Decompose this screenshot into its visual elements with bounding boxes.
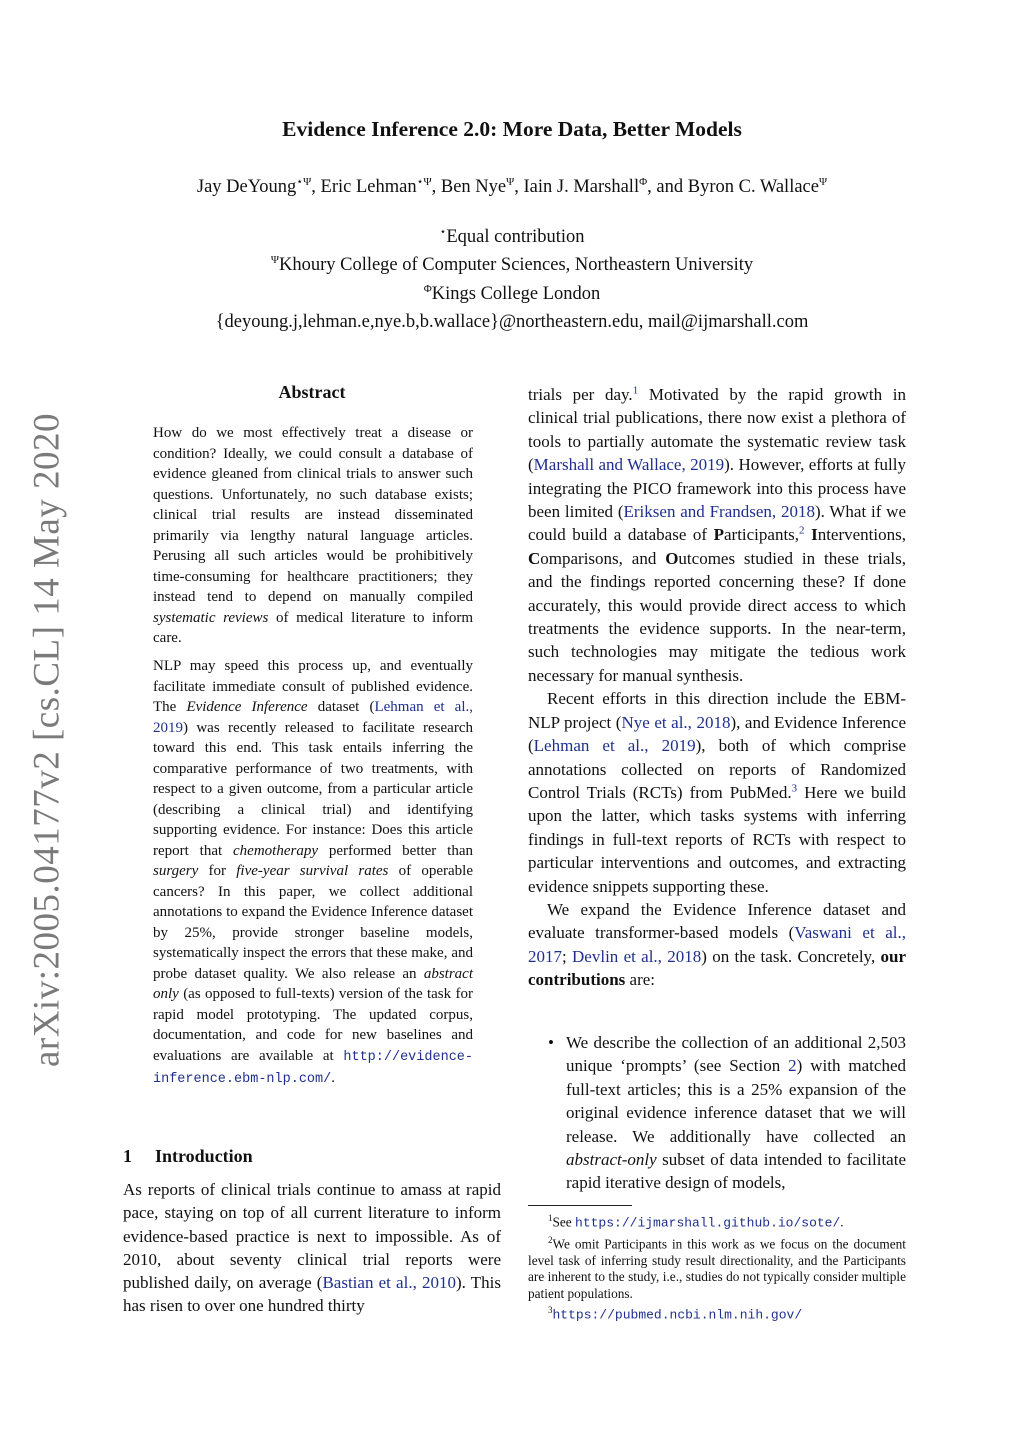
emphasis: abstract-only [566, 1150, 657, 1170]
affil-mark: Ψ [270, 254, 279, 266]
abstract-text: performed better than [317, 842, 473, 859]
affiliation-northeastern [0, 254, 1024, 276]
and-word: and [656, 177, 684, 198]
abstract-text: of medical literature to inform care. [153, 609, 473, 646]
author-name: Ben Nye [440, 177, 507, 198]
body-text: articipants, [723, 525, 800, 545]
citation-link[interactable]: Lehman et al., 2019 [153, 699, 473, 736]
section-number: 1 [123, 1146, 132, 1166]
emphasis: surgery [153, 863, 199, 879]
body-text: utcomes studied in these trials, and the findings reported concerning these? If done accurately, this would provide direct access to which treatments the evidence supports. In the near-term, such technologies may mitigate the tedious work necessary for manual synthesis. [528, 548, 907, 685]
author-name: Eric Lehman [320, 177, 417, 198]
abstract-text: . [331, 1070, 335, 1086]
footnote-mark: 2 [548, 1234, 553, 1245]
body-text: ; [562, 946, 573, 966]
body-text: subset of data intended to facilitate rapid iterative design of models, [566, 1150, 906, 1193]
dataset-url-link[interactable]: http://evidence-inference.ebm-nlp.com/ [153, 1049, 473, 1087]
author-mark: ⋆Ψ [296, 176, 312, 188]
footnote-text: . [840, 1214, 844, 1230]
footnote-mark: 1 [548, 1213, 553, 1223]
citation-link[interactable]: Vaswani et al., 2017 [528, 923, 906, 966]
right-paragraph-2 [528, 687, 906, 898]
abstract-paragraph-1 [153, 423, 473, 649]
body-text: omparisons, and [540, 548, 666, 568]
body-text: As reports of clinical trials continue to amass at rapid pace, staying on top of all current literature to inform evidence-based practice is next to impossible. As of 2010, about seventy clinical trial reports were published daily, on average ( [123, 1180, 501, 1293]
citation-link[interactable]: Eriksen and Frandsen, 2018 [623, 502, 815, 522]
right-paragraph-3 [528, 898, 906, 992]
affiliation-equal [0, 225, 1024, 248]
author-name: Iain J. Marshall [523, 177, 640, 198]
section-heading-introduction [123, 1146, 253, 1167]
abstract-paragraph-2 [153, 656, 473, 1091]
arxiv-id: arXiv:2005.04177v2 [cs.CL] 14 May 2020 [26, 412, 68, 1068]
body-text: are: [625, 970, 656, 990]
body-text: We describe the collection of an additional 2,503 unique ‘prompts’ (see Section [566, 1033, 906, 1076]
footnote-mark: 3 [548, 1305, 553, 1316]
abstract-text: dataset ( [307, 699, 375, 715]
author-name: Jay DeYoung [196, 177, 297, 198]
contribution-bullet [548, 1031, 906, 1195]
body-text: Recent efforts in this direction include the EBM-NLP project ( [528, 689, 906, 732]
footnote-2 [528, 1232, 906, 1302]
affiliation-kings [0, 283, 1024, 305]
citation-link[interactable]: Lehman et al., 2019 [533, 736, 696, 756]
footnote-url-link[interactable]: https://pubmed.ncbi.nlm.nih.gov/ [552, 1307, 803, 1323]
affil-text: Khoury College of Computer Sciences, Northeastern University [278, 255, 754, 276]
pico-letter: O [665, 548, 679, 568]
body-text: Here we build upon the latter, which tasks systems with inferring findings in full-text reports of RCTs with respect to particular interventions and outcomes, and extracting evidence snippets supporting these. [528, 782, 906, 896]
section-ref-link[interactable]: 2 [788, 1056, 797, 1076]
author-name: Byron C. Wallace [687, 177, 819, 198]
footnotes [528, 1210, 906, 1324]
footnote-divider [528, 1205, 632, 1206]
citation-link[interactable]: Devlin et al., 2018 [572, 946, 702, 966]
pico-letter: P [713, 525, 724, 545]
arxiv-sidebar [22, 412, 72, 1068]
abstract-text: ) was recently released to facilitate research toward this end. This task entails inferring the comparative performance of two treatments, with respect to a given outcome, from a particular article (describing a clinical trial) and identifying supporting evidence. For instance: Does this article report that [153, 719, 473, 859]
paper-title: Evidence Inference 2.0: More Data, Better Models [282, 117, 742, 141]
author-list: Jay DeYoung$^{⋆\Psi}$, Eric Lehman$^{⋆\Psi}$, Ben Nye$^\Psi$, Iain J. Marshall$^\Phi$, and Byron C. Wallace$^\Psi$ [196, 176, 828, 198]
citation-link[interactable]: Bastian et al., 2010 [322, 1273, 457, 1293]
footnote-url-link[interactable]: https://ijmarshall.github.io/sote/ [575, 1215, 841, 1231]
emphasis: Evidence Inference [186, 699, 308, 715]
emphasis: systematic reviews [153, 609, 269, 626]
footnote-3 [528, 1302, 906, 1324]
affil-mark: Φ [423, 283, 432, 295]
author-emails: {deyoung.j,lehman.e,nye.b,b.wallace}@northeastern.edu, mail@ijmarshall.com [215, 312, 809, 332]
footnote-ref[interactable]: 2 [799, 524, 805, 537]
body-text: ) on the task. Concretely, [701, 946, 881, 966]
abstract-text: for [198, 863, 237, 879]
section-title: Introduction [155, 1146, 253, 1166]
pico-letter: I [811, 525, 818, 545]
footnote-ref[interactable]: 1 [632, 384, 639, 397]
affil-text: Kings College London [431, 284, 601, 305]
right-column [528, 383, 906, 992]
footnote-ref[interactable]: 3 [791, 782, 798, 795]
pico-letter: C [528, 548, 541, 568]
abstract-text: (as opposed to full-texts) version of the task for rapid model prototyping. The updated corpus, documentation, and code for new baselines and evaluations are available at [153, 986, 473, 1064]
bullet-text [566, 1031, 906, 1195]
body-text: nterventions, [817, 525, 906, 545]
right-paragraph-1 [528, 383, 906, 687]
intro-paragraph [123, 1178, 501, 1318]
emphasis: chemotherapy [233, 842, 318, 859]
footnote-text: See [552, 1214, 576, 1230]
body-text: We expand the Evidence Inference dataset and evaluate transformer-based models ( [528, 899, 906, 943]
footnote-1 [528, 1210, 906, 1232]
bullet-icon: • [548, 1033, 554, 1052]
footnote-text: We omit Participants in this work as we focus on the document level task of inferring study result directionality, and the Participants are inherent to the study, i.e., studies do not typically consider multiple patient populations. [528, 1236, 906, 1301]
body-text: ) with matched full-text articles; this is a 25% expansion of the original evidence inference dataset that we will release. We additionally have collected an [566, 1056, 906, 1146]
body-text: ). This has risen to over one hundred thirty [123, 1273, 502, 1316]
body-text: trials per day. [528, 385, 633, 404]
body-text: ). However, efforts at fully integrating the PICO framework into this process have been limited ( [528, 455, 906, 522]
abstract-heading: Abstract [278, 382, 346, 402]
citation-link[interactable]: Nye et al., 2018 [621, 712, 731, 732]
body-text: ), and Evidence Inference ( [528, 712, 906, 756]
author-mark: ⋆Ψ [416, 176, 432, 188]
abstract-text: of operable cancers? In this paper, we collect additional annotations to expand the Evidence Inference dataset by 25%, provide stronger baseline models, systematically inspect the errors that these make, and probe dataset quality. We also release an [153, 863, 473, 982]
author-mark: Ψ [506, 176, 515, 188]
body-text: ), both of which comprise annotations collected on reports of Randomized Control Trials (RCTs) from PubMed. [528, 736, 906, 802]
body-text: Motivated by the rapid growth in clinical trial publications, there now exist a plethora of tools to partially automate the systematic review task ( [528, 385, 907, 475]
author-mark: Φ [639, 176, 648, 188]
body-text: ). What if we could build a database of [528, 502, 906, 545]
affil-text: Equal contribution [446, 227, 585, 248]
abstract-text: NLP may speed this process up, and eventually facilitate immediate consult of published evidence. The [153, 658, 473, 715]
emphasis: abstract only [153, 965, 473, 1002]
emphasis: five-year survival rates [236, 863, 389, 879]
affil-mark: ⋆ [439, 226, 447, 238]
strong-text: our contributions [528, 946, 907, 990]
citation-link[interactable]: Marshall and Wallace, 2019 [533, 455, 725, 475]
abstract-text: How do we most effectively treat a disease or condition? Ideally, we could consult a database of evidence gleaned from clinical trials to answer such questions. Unfortunately, no such database exists; clinical trial results are instead disseminated primarily via lengthy natural language articles. Perusing all such articles would be prohibitively time-consuming for healthcare practitioners; they instead tend to depend on manually compiled [153, 425, 473, 605]
author-mark: Ψ [818, 176, 828, 188]
